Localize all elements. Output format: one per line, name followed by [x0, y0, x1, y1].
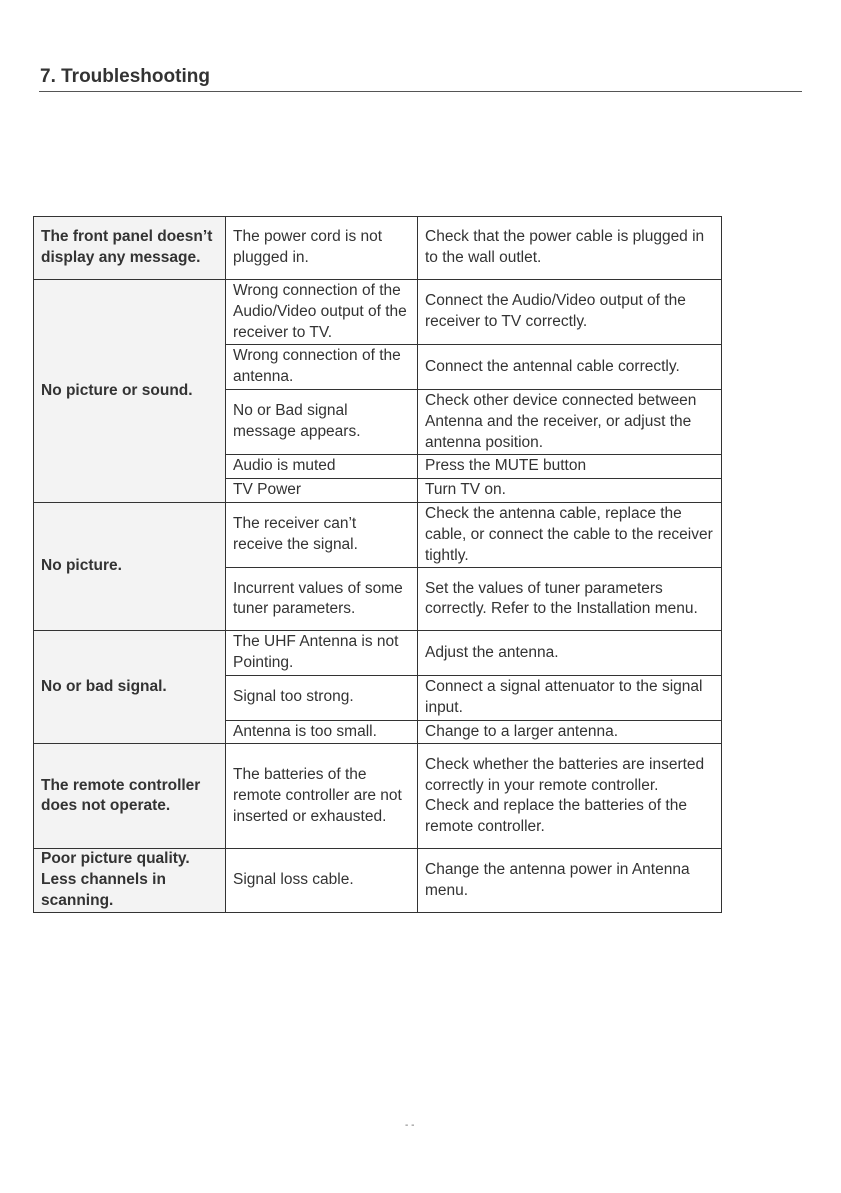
remedy-cell: Press the MUTE button — [418, 455, 722, 479]
cause-cell: Antenna is too small. — [226, 720, 418, 744]
symptom-cell: The remote controller does not operate. — [34, 744, 226, 849]
cause-cell: Signal too strong. — [226, 675, 418, 720]
remedy-cell: Turn TV on. — [418, 479, 722, 503]
remedy-cell: Check other device connected between Antenna and the receiver, or adjust the antenna position. — [418, 389, 722, 454]
remedy-cell: Check the antenna cable, replace the cable, or connect the cable to the receiver tightly. — [418, 502, 722, 567]
remedy-cell: Connect the antennal cable correctly. — [418, 345, 722, 390]
cause-cell: No or Bad signal message appears. — [226, 389, 418, 454]
table-row — [34, 849, 722, 912]
table-row — [34, 744, 722, 849]
troubleshooting-table — [33, 216, 722, 913]
cause-cell: Wrong connection of the Audio/Video output of the receiver to TV. — [226, 280, 418, 345]
remedy-cell: Connect a signal attenuator to the signal input. — [418, 675, 722, 720]
page-number: - - — [405, 1120, 415, 1131]
table-row — [34, 631, 722, 676]
remedy-cell: Connect the Audio/Video output of the receiver to TV correctly. — [418, 280, 722, 345]
cause-cell: The batteries of the remote controller are not inserted or exhausted. — [226, 744, 418, 849]
remedy-cell: Change the antenna power in Antenna menu. — [418, 849, 722, 912]
title-divider — [39, 91, 802, 92]
cause-cell: The power cord is not plugged in. — [226, 217, 418, 280]
symptom-cell: No picture. — [34, 502, 226, 630]
cause-cell: Wrong connection of the antenna. — [226, 345, 418, 390]
remedy-cell: Check that the power cable is plugged in to the wall outlet. — [418, 217, 722, 280]
page-title: 7. Troubleshooting — [40, 66, 210, 87]
cause-cell: Signal loss cable. — [226, 849, 418, 912]
remedy-cell: Adjust the antenna. — [418, 631, 722, 676]
symptom-cell: No or bad signal. — [34, 631, 226, 744]
table-row — [34, 217, 722, 280]
remedy-cell: Set the values of tuner parameters correctly. Refer to the Installation menu. — [418, 568, 722, 631]
cause-cell: Audio is muted — [226, 455, 418, 479]
remedy-cell: Change to a larger antenna. — [418, 720, 722, 744]
remedy-cell: Check whether the batteries are inserted correctly in your remote controller. Check and replace the batteries of the remote controller. — [418, 744, 722, 849]
symptom-cell: No picture or sound. — [34, 280, 226, 503]
cause-cell: TV Power — [226, 479, 418, 503]
symptom-cell: The front panel doesn’t display any message. — [34, 217, 226, 280]
cause-cell: Incurrent values of some tuner parameters. — [226, 568, 418, 631]
cause-cell: The receiver can’t receive the signal. — [226, 502, 418, 567]
cause-cell: The UHF Antenna is not Pointing. — [226, 631, 418, 676]
table-row — [34, 502, 722, 567]
table-row — [34, 280, 722, 345]
symptom-cell: Poor picture quality. Less channels in scanning. — [34, 849, 226, 912]
